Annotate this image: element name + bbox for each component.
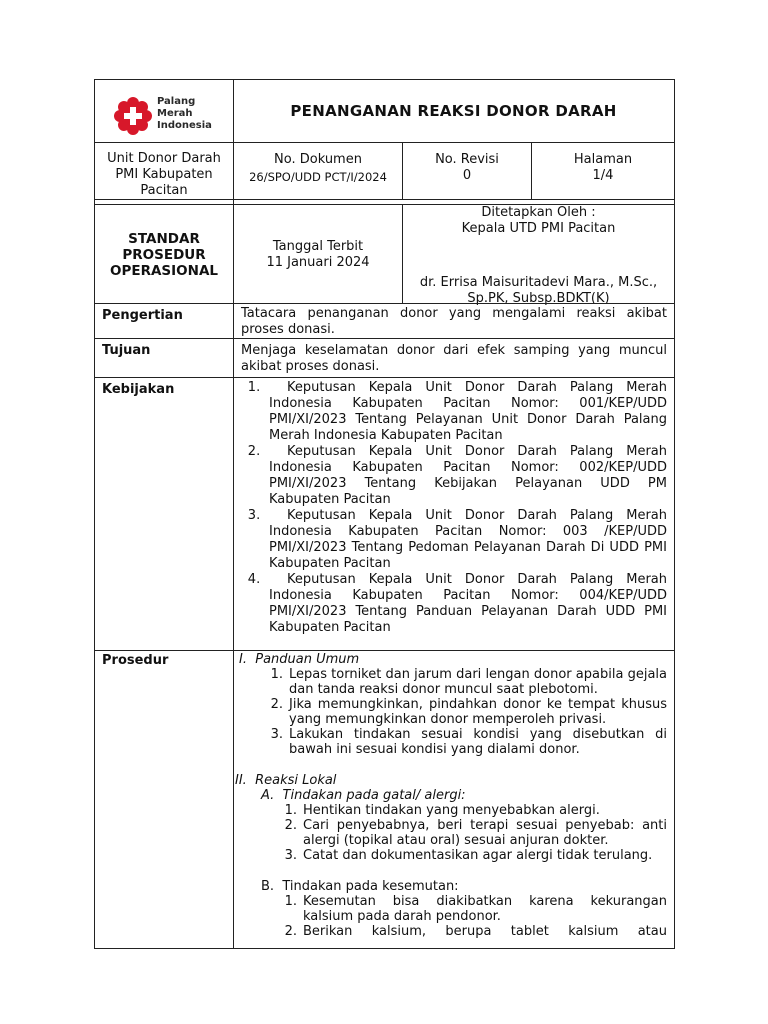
header-sop-row [94,204,675,306]
prosedur-label: Prosedur [102,653,169,668]
sop-line-2: PROSEDUR [122,247,206,263]
list-text: Lepas torniket dan jarum dari lengan donor apabila gejala dan tanda reaksi donor muncul saat plebotomi. [289,667,667,697]
list-text: Keputusan Kepala Unit Donor Darah Palang Merah Indonesia Kabupaten Pacitan Nomor: 002/KEP/UDD PMI/XI/2023 Tentang Kebijakan Pelayanan UDD PM Kabupaten Pacitan [269,444,667,507]
list-text: Catat dan dokumentasikan agar alergi tidak terulang. [303,848,653,863]
list-item [273,848,667,863]
list-number: 2. [247,444,261,459]
list-number: 1. [247,380,261,395]
section-1-heading [239,652,667,667]
list-item [239,444,667,508]
red-cross-icon [113,96,153,136]
list-text: Cari penyebabnya, beri terapi sesuai penyebab: anti alergi (topikal atau oral) sesuai anjuran dokter. [303,818,667,848]
sop-line-3: OPERASIONAL [109,263,218,279]
pengertian-row [94,303,675,338]
section-title: Reaksi Lokal [255,773,337,788]
list-item [273,894,667,924]
list-text: Berikan kalsium, berupa tablet kalsium atau [303,924,667,939]
list-number: 1. [270,667,283,682]
approval-cell [402,205,674,306]
list-number: 3. [284,848,297,863]
kebijakan-list [239,380,667,636]
logo-line-2: Merah [157,108,193,119]
list-text: Keputusan Kepala Unit Donor Darah Palang Merah Indonesia Kabupaten Pacitan Nomor: 004/KEP/UDD PMI/XI/2023 Tentang Panduan Pelayanan Darah UDD PMI Kabupaten Pacitan [269,572,667,635]
list-number: 1. [284,803,297,818]
list-number: 2. [270,697,283,712]
subsection-title: Tindakan pada kesemutan: [282,879,459,894]
list-text: Keputusan Kepala Unit Donor Darah Palang Merah Indonesia Kabupaten Pacitan Nomor: 003 /KEP/UDD PMI/XI/2023 Tentang Pedoman Pelayanan Darah Di UDD PMI Kabupaten Pacitan [269,508,667,571]
unit-name: Unit Donor Darah PMI Kabupaten Pacitan [107,151,221,198]
subsection-letter: B. [261,879,275,894]
doc-number-label: No. Dokumen [274,152,362,167]
sop-label [95,231,233,279]
prosedur-content [235,652,667,939]
list-item [259,727,667,757]
subsection-b-list [239,894,667,939]
list-item [239,380,667,444]
doc-number-value: 26/SPO/UDD PCT/I/2024 [249,170,387,184]
revision-label: No. Revisi [435,152,499,167]
list-item [273,924,667,939]
logo-text [157,96,212,132]
header-title-row [94,79,675,142]
list-item [239,508,667,572]
doc-number-cell [233,143,402,199]
list-number: 1. [284,894,297,909]
list-item [273,803,667,818]
logo-line-3: Indonesia [157,120,212,131]
list-text: Lakukan tindakan sesuai kondisi yang disebutkan di bawah ini sesuai kondisi yang dialami donor. [289,727,667,757]
issue-date-value: 11 Januari 2024 [266,255,370,270]
list-number: 2. [284,924,297,939]
section-1-list [239,667,667,757]
revision-cell [402,143,531,199]
prosedur-row [94,650,675,949]
list-text: Jika memungkinkan, pindahkan donor ke tempat khusus yang memungkinkan donor memperoleh privasi. [289,697,667,727]
revision-value: 0 [462,168,472,183]
list-text: Keputusan Kepala Unit Donor Darah Palang Merah Indonesia Kabupaten Pacitan Nomor: 001/KEP/UDD PMI/XI/2023 Tentang Pelayanan Unit Donor Darah Palang Merah Indonesia Kabupaten Pacitan [269,380,667,443]
section-title: Panduan Umum [255,652,360,667]
list-item [259,697,667,727]
page-cell [531,143,674,199]
kebijakan-row [94,377,675,650]
page-value: 1/4 [592,168,614,183]
approval-value: Kepala UTD PMI Pacitan [461,221,616,236]
list-item [273,818,667,848]
logo-line-1: Palang [157,96,196,107]
pmi-logo [113,96,223,136]
approval-label: Ditetapkan Oleh : [481,205,596,220]
list-number: 3. [247,508,261,523]
section-number: II. [235,773,247,788]
header-info-row [94,142,675,199]
page-label: Halaman [573,152,633,167]
list-number: 2. [284,818,297,833]
list-text: Hentikan tindakan yang menyebabkan alergi. [303,803,600,818]
signer-title: Sp.PK, Subsp.BDKT(K) [467,291,610,306]
sop-document [94,79,675,949]
subsection-a-list [239,803,667,863]
subsection-b-heading [239,879,667,894]
subsection-title: Tindakan pada gatal/ alergi: [282,788,466,803]
list-text: Kesemutan bisa diakibatkan karena kekurangan kalsium pada darah pendonor. [303,894,667,924]
section-2-heading [235,773,667,788]
issue-date-cell [233,205,402,303]
pengertian-label: Pengertian [102,308,183,323]
tujuan-label: Tujuan [102,343,151,358]
subsection-letter: A. [261,788,275,803]
list-number: 4. [247,572,261,587]
sop-line-1: STANDAR [128,231,200,247]
subsection-a-heading [239,788,667,803]
issue-date-label: Tanggal Terbit [272,239,364,254]
list-number: 3. [270,727,283,742]
pengertian-text: Tatacara penanganan donor yang mengalami reaksi akibat proses donasi. [241,306,667,337]
kebijakan-label: Kebijakan [102,382,175,397]
list-item [259,667,667,697]
tujuan-text: Menjaga keselamatan donor dari efek samping yang muncul akibat proses donasi. [241,343,667,374]
section-number: I. [239,652,247,667]
list-item [239,572,667,636]
tujuan-row [94,338,675,377]
signer-name: dr. Errisa Maisuritadevi Mara., M.Sc., [419,275,658,290]
document-title: PENANGANAN REAKSI DONOR DARAH [290,102,617,120]
